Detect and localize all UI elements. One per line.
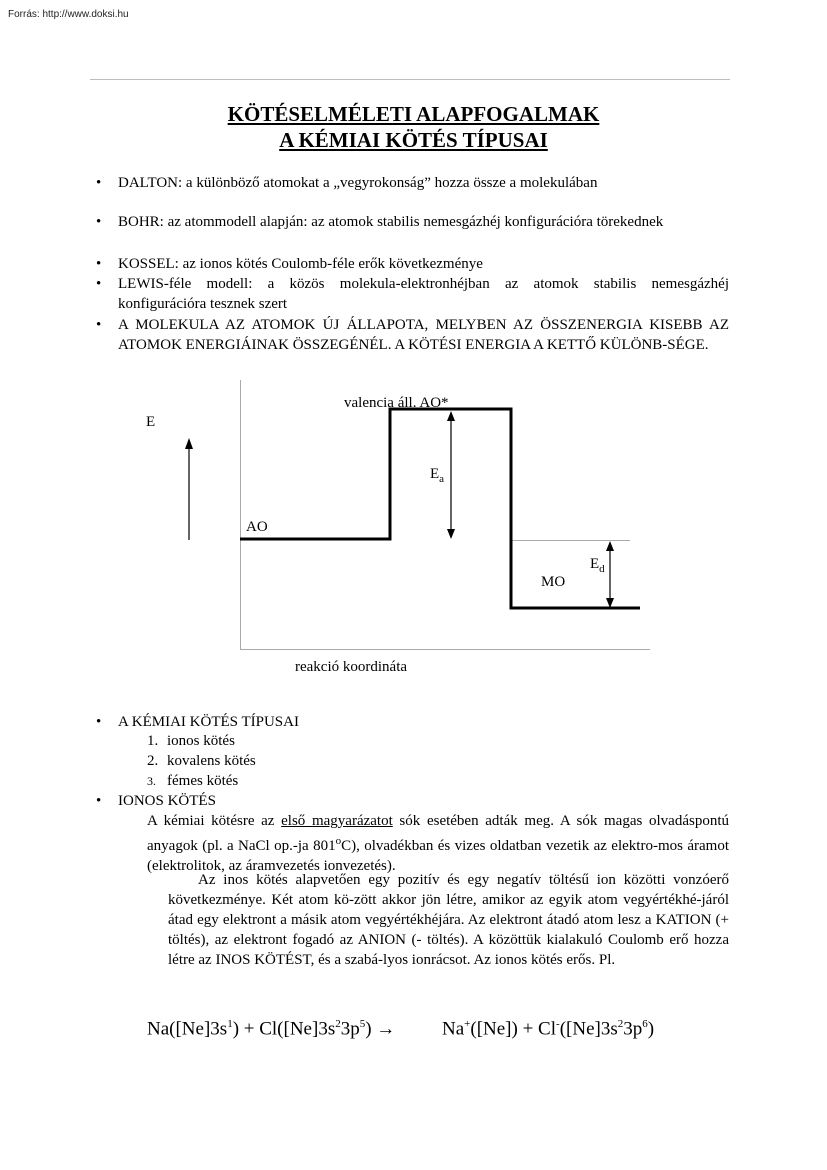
ea-arrow-head-bottom [447, 529, 455, 539]
bullet-dot: • [96, 276, 102, 292]
equation-reactants: $Na([Ne]3s^1) + Cl([Ne]3s^23p^5)$ → [147, 1018, 396, 1040]
bond-types-heading: A KÉMIAI KÖTÉS TÍPUSAI [118, 714, 299, 730]
bullet-kossel: KOSSEL: az ionos kötés Coulomb-féle erők következménye [118, 256, 483, 272]
bullet-molekula: A MOLEKULA AZ ATOMOK ÚJ ÁLLAPOTA, MELYBEN AZ ÖSSZENERGIA KISEBB AZ ATOMOK ENERGIÁINAK ÖSSZEGÉNÉL. A KÖTÉSI ENERGIA A KETTŐ KÜLÖNB-SÉGE. [118, 317, 729, 353]
reaction-arrow: → [376, 1018, 396, 1040]
valence-state-label: valencia áll. AO* [344, 395, 449, 411]
page-title-line2: A KÉMIAI KÖTÉS TÍPUSAI [279, 128, 548, 152]
ao-label: AO [246, 519, 268, 535]
ionic-paragraph-2: Az inos kötés alapvetően egy pozitív és egy negatív töltésű ion közötti vonzóerő következménye. Két atom kö-zött akkor jön létre, amikor az egyik atom vegyértékhé-járól átad egy elektront a másik atom vegyértékhéjára. Az elektront átadó atom lesz a KATION (+ töltés), az elektront fogadó az ANION (- töltés). A közöttük kialakuló Coulomb erő hozza létre az INOS KÖTÉST, és a szabá-lyos ionrácsot. Az ionos kötés erős. Pl. [168, 872, 729, 968]
bond-type-item: 2. kovalens kötés [147, 753, 256, 769]
source-url: Forrás: http://www.doksi.hu [8, 9, 129, 20]
energy-axis-label: E [146, 414, 156, 430]
energy-profile [240, 409, 640, 608]
bullet-dalton: DALTON: a különböző atomokat a „vegyrokonság” hozza össze a molekulában [118, 175, 598, 191]
bond-type-item: 1. ionos kötés [147, 733, 235, 749]
bullet-dot: • [96, 175, 102, 191]
bullet-lewis: LEWIS-féle modell: a közös molekula-elektronhéjban az atomok stabilis nemesgázhéj konfigurációra tesznek szert [118, 276, 729, 312]
bullet-dot: • [96, 256, 102, 272]
bullet-bohr: BOHR: az atommodell alapján: az atomok stabilis nemesgázhéj konfigurációra törekednek [118, 214, 664, 230]
ed-arrow-head-top [606, 541, 614, 551]
first-explanation-link: első magyarázatot [281, 813, 393, 829]
bond-type-item: 3. fémes kötés [147, 773, 239, 789]
bullet-dot: • [96, 317, 102, 333]
ed-label: $E_d$ [590, 556, 605, 575]
page-title-line1: KÖTÉSELMÉLETI ALAPFOGALMAK [227, 102, 600, 126]
bullet-dot: • [96, 714, 102, 730]
ionic-heading: IONOS KÖTÉS [118, 793, 216, 809]
bullet-dot: • [96, 214, 102, 230]
ea-arrow-head-top [447, 411, 455, 421]
energy-arrow-head [185, 438, 193, 449]
bullet-dot: • [96, 793, 102, 809]
reaction-coordinate-label: reakció koordináta [295, 659, 408, 675]
equation-products: $Na^+([Ne]) + Cl^-([Ne]3s^23p^6)$ [442, 1018, 655, 1040]
ea-label: $E_a$ [430, 466, 445, 485]
ionic-paragraph-1: A kémiai kötésre az első magyarázatot sók esetében adták meg. A sók magas olvadáspontú anyagok (pl. a NaCl op.-ja 801$^o$C), olvadékban és vizes oldatban vezetik az elektro-mos áramot (elektrolitok, az áramvezetés ionvezetés). [147, 813, 729, 874]
mo-label: MO [541, 574, 566, 590]
